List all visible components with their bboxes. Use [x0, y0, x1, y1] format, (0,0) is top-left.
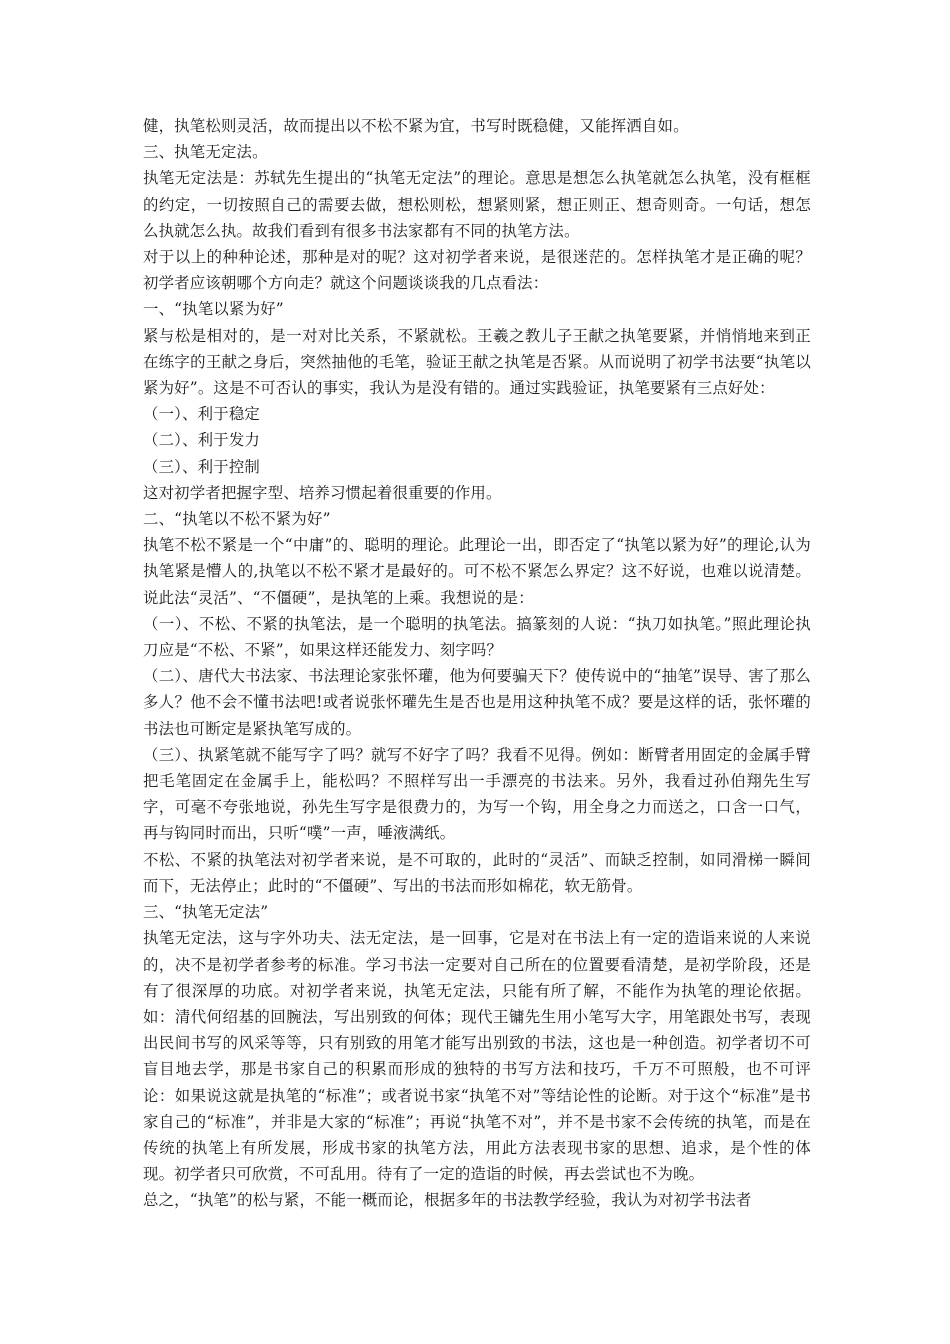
paragraph-1: 健，执笔松则灵活，故而提出以不松不紧为宜，书写时既稳健，又能挥洒自如。 — [143, 117, 689, 135]
paragraph-tight-grip: 紧与松是相对的，是一对对比关系，不紧就松。王羲之教儿子王献之执笔要紧，并悄悄地来到正在练字的王献之身后，突然抽他的毛笔，验证王献之执笔是否紧。从而说明了初学书法要“执笔以紧为好”。这是不可否认的事实，我认为是没有错的。通过实践验证，执笔要紧有三点好处： — [143, 326, 811, 398]
section-heading-3: 三、执笔无定法。 — [143, 143, 268, 162]
list-item-stability: （一）、利于稳定 — [143, 405, 261, 424]
paragraph-moderate-grip: 执笔不松不紧是一个“中庸”的、聪明的理论。此理论一出，即否定了“执笔以紧为好”的理论,认为执笔紧是懵人的,执笔以不松不紧才是最好的。可不松不紧怎么界定？这不好说，也难以说清楚。说此法“灵活”、“不僵硬”，是执笔的上乘。我想说的是： — [143, 536, 811, 607]
paragraph-summary: 总之，“执笔”的松与紧，不能一概而论，根据多年的书法教学经验，我认为对初学书法者 — [143, 1191, 752, 1210]
paragraph-question: 对于以上的种种论述，那种是对的呢？这对初学者来说，是很迷茫的。怎样执笔才是正确的呢？初学者应该朝哪个方向走？就这个问题谈谈我的几点看法： — [143, 248, 811, 293]
point-one: （一）、不松、不紧的执笔法，是一个聪明的执笔法。搞篆刻的人说：“执刀如执笔。”照此理论执刀应是“不松、不紧”，如果这样还能发力、刻字吗？ — [143, 614, 811, 660]
list-item-force: （二）、利于发力 — [143, 431, 261, 450]
opinion-heading-1: 一、“执笔以紧为好” — [143, 300, 284, 319]
paragraph-importance: 这对初学者把握字型、培养习惯起着很重要的作用。 — [143, 483, 502, 502]
list-item-control: （三）、利于控制 — [143, 457, 261, 476]
point-two: （二）、唐代大书法家、书法理论家张怀瓘，他为何要骗天下？使传说中的“抽笔”误导、害了那么多人？他不会不懂书法吧!或者说张怀瓘先生是否也是用这种执笔不成？要是这样的话，张怀瓘的书法也可断定是紧执笔写成的。 — [143, 667, 811, 738]
opinion-heading-2: 二、“执笔以不松不紧为好” — [143, 510, 331, 529]
paragraph-conclusion-moderate: 不松、不紧的执笔法对初学者来说，是不可取的，此时的“灵活”、而缺乏控制，如同滑梯一瞬间而下，无法停止；此时的“不僵硬”、写出的书法而形如棉花，软无筋骨。 — [143, 850, 811, 895]
paragraph-no-fixed-method: 执笔无定法是：苏轼先生提出的“执笔无定法”的理论。意思是想怎么执笔就怎么执笔，没有框框的约定，一切按照自己的需要去做，想松则松，想紧则紧，想正则正、想奇则奇。一句话，想怎么执就怎么执。故我们看到有很多书法家都有不同的执笔方法。 — [143, 169, 811, 240]
document-page — [143, 113, 811, 1214]
paragraph-no-fixed-method-discussion: 执笔无定法，这与字外功夫、法无定法，是一回事，它是对在书法上有一定的造诣来说的人来说的，决不是初学者参考的标准。学习书法一定要对自己所在的位置要看清楚，是初学阶段，还是有了很深厚的功底。对初学者来说，执笔无定法，只能有所了解，不能作为执笔的理论依据。如：清代何绍基的回腕法，写出别致的何体；现代王镛先生用小笔写大字，用笔跟处书写，表现出民间书写的风采等等，只有别致的用笔才能写出别致的书法，这也是一种创造。初学者切不可盲目地去学，那是书家自己的积累而形成的独特的书写方法和技巧，千万不可照般，也不可评论：如果说这就是执笔的“标准”；或者说书家“执笔不对”等结论性的论断。对于这个“标准”是书家自己的“标准”，并非是大家的“标准”；再说“执笔不对”，并不是书家不会传统的执笔，而是在传统的执笔上有所发展，形成书家的执笔方法，用此方法表现书家的思想、追求，是个性的体现。初学者只可欣赏，不可乱用。待有了一定的造诣的时候，再去尝试也不为晚。 — [143, 929, 811, 1184]
opinion-heading-3: 三、“执笔无定法” — [143, 903, 269, 922]
point-three: （三）、执紧笔就不能写字了吗？就写不好字了吗？我看不见得。例如：断臂者用固定的金属手臂把毛笔固定在金属手上，能松吗？不照样写出一手漂亮的书法来。另外，我看过孙伯翔先生写字，可毫不夸张地说，孙先生写字是很费力的，为写一个钩，用全身之力而送之，口含一口气，再与钩同时而出，只听“噗”一声，唾液满纸。 — [143, 745, 811, 843]
